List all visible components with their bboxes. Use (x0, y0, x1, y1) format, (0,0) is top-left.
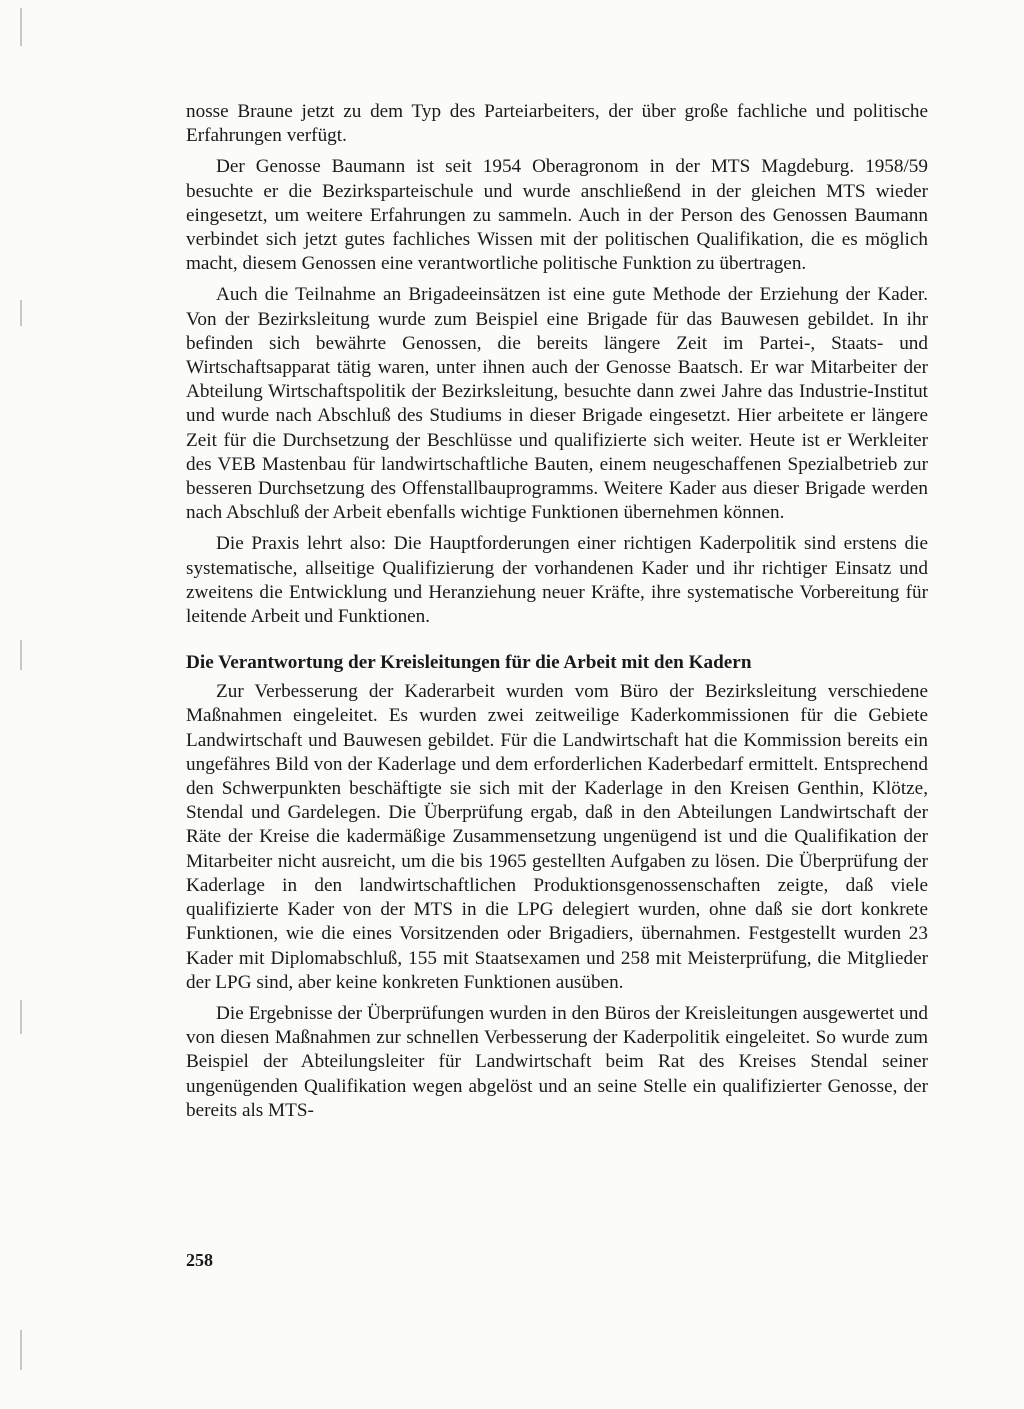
section-heading: Die Verantwortung der Kreisleitungen für die Arbeit mit den Kadern (186, 652, 752, 674)
scan-edge-mark (20, 300, 22, 326)
scan-edge-mark (20, 1000, 22, 1034)
paragraph: Zur Verbesserung der Kaderarbeit wurden vom Büro der Bezirksleitung verschiedene Maßnahmen eingeleitet. Es wurden zwei zeitweilige Kaderkommissionen für die Gebiete Landwirtschaft und Bauwesen gebildet. Für die Landwirtschaft hat die Kommission bereits ein ungefähres Bild von der Kaderlage und dem erforderlichen Kaderbedarf ermittelt. Entsprechend den Schwerpunkten beschäftigte sie sich mit der Kaderlage in den Kreisen Genthin, Klötze, Stendal und Gardelegen. Die Überprüfung ergab, daß in den Abteilungen Landwirtschaft der Räte der Kreise die kadermäßige Zusammensetzung ungenügend ist und die Qualifikation der Mitarbeiter nicht ausreicht, um die bis 1965 gestellten Aufgaben zu lösen. Die Überprüfung der Kaderlage in den landwirtschaftlichen Produktionsgenossenschaften zeigte, daß viele qualifizierte Kader von der MTS in die LPG delegiert wurden, ohne daß sie dort konkrete Funktionen, wie die eines Vorsitzenden oder Brigadiers, übernahmen. Festgestellt wurden 23 Kader mit Diplomabschluß, 155 mit Staatsexamen und 258 mit Meisterprüfung, die Mitglieder der LPG sind, aber keine konkreten Funktionen ausüben. (186, 681, 928, 993)
scan-edge-mark (20, 8, 22, 46)
paragraph: nosse Braune jetzt zu dem Typ des Parteiarbeiters, der über große fachliche und politische Erfahrungen verfügt. (186, 101, 928, 147)
body-text (186, 100, 928, 1123)
page-number: 258 (186, 1250, 213, 1270)
scan-edge-mark (20, 1330, 22, 1370)
paragraph: Die Ergebnisse der Überprüfungen wurden in den Büros der Kreisleitungen ausgewertet und von diesen Maßnahmen zur schnellen Verbesserung der Kaderpolitik eingeleitet. So wurde zum Beispiel der Abteilungsleiter für Landwirtschaft beim Rat des Kreises Stendal seiner ungenügenden Qualifikation wegen abgelöst und an seine Stelle ein qualifizierter Genosse, der bereits als MTS- (186, 1002, 928, 1121)
paragraph: Der Genosse Baumann ist seit 1954 Oberagronom in der MTS Magdeburg. 1958/59 besuchte er die Bezirksparteischule und wurde anschließend in der gleichen MTS wieder eingesetzt, um weitere Erfahrungen zu sammeln. Auch in der Person des Genossen Baumann verbindet sich jetzt gutes fachliches Wissen mit der politischen Qualifikation, die es möglich macht, diesem Genossen eine verantwortliche politische Funktion zu übertragen. (186, 156, 928, 275)
paragraph: Die Praxis lehrt also: Die Hauptforderungen einer richtigen Kaderpolitik sind erstens die systematische, allseitige Qualifizierung der vorhandenen Kader und ihr richtiger Einsatz und zweitens die Entwicklung und Heranziehung neuer Kräfte, ihre systematische Vorbereitung für leitende Arbeit und Funktionen. (186, 533, 928, 628)
scan-edge-mark (20, 640, 22, 670)
paragraph: Auch die Teilnahme an Brigadeeinsätzen ist eine gute Methode der Erziehung der Kader. Von der Bezirksleitung wurde zum Beispiel eine Brigade für das Bauwesen gebildet. In ihr befinden sich bewährte Genossen, die bereits längere Zeit im Partei-, Staats- und Wirtschaftsapparat tätig waren, unter ihnen auch der Genosse Baatsch. Er war Mitarbeiter der Abteilung Wirtschaftspolitik der Bezirksleitung, besuchte dann zwei Jahre das Industrie-Institut und wurde nach Abschluß des Studiums in dieser Brigade eingesetzt. Hier arbeitete er längere Zeit für die Durchsetzung der Beschlüsse und qualifizierte sich weiter. Heute ist er Werkleiter des VEB Mastenbau für landwirtschaftliche Bauten, einem neugeschaffenen Spezialbetrieb zur besseren Durchsetzung des Offenstallbauprogramms. Weitere Kader aus dieser Brigade werden nach Abschluß der Arbeit ebenfalls wichtige Funktionen übernehmen können. (186, 284, 928, 524)
